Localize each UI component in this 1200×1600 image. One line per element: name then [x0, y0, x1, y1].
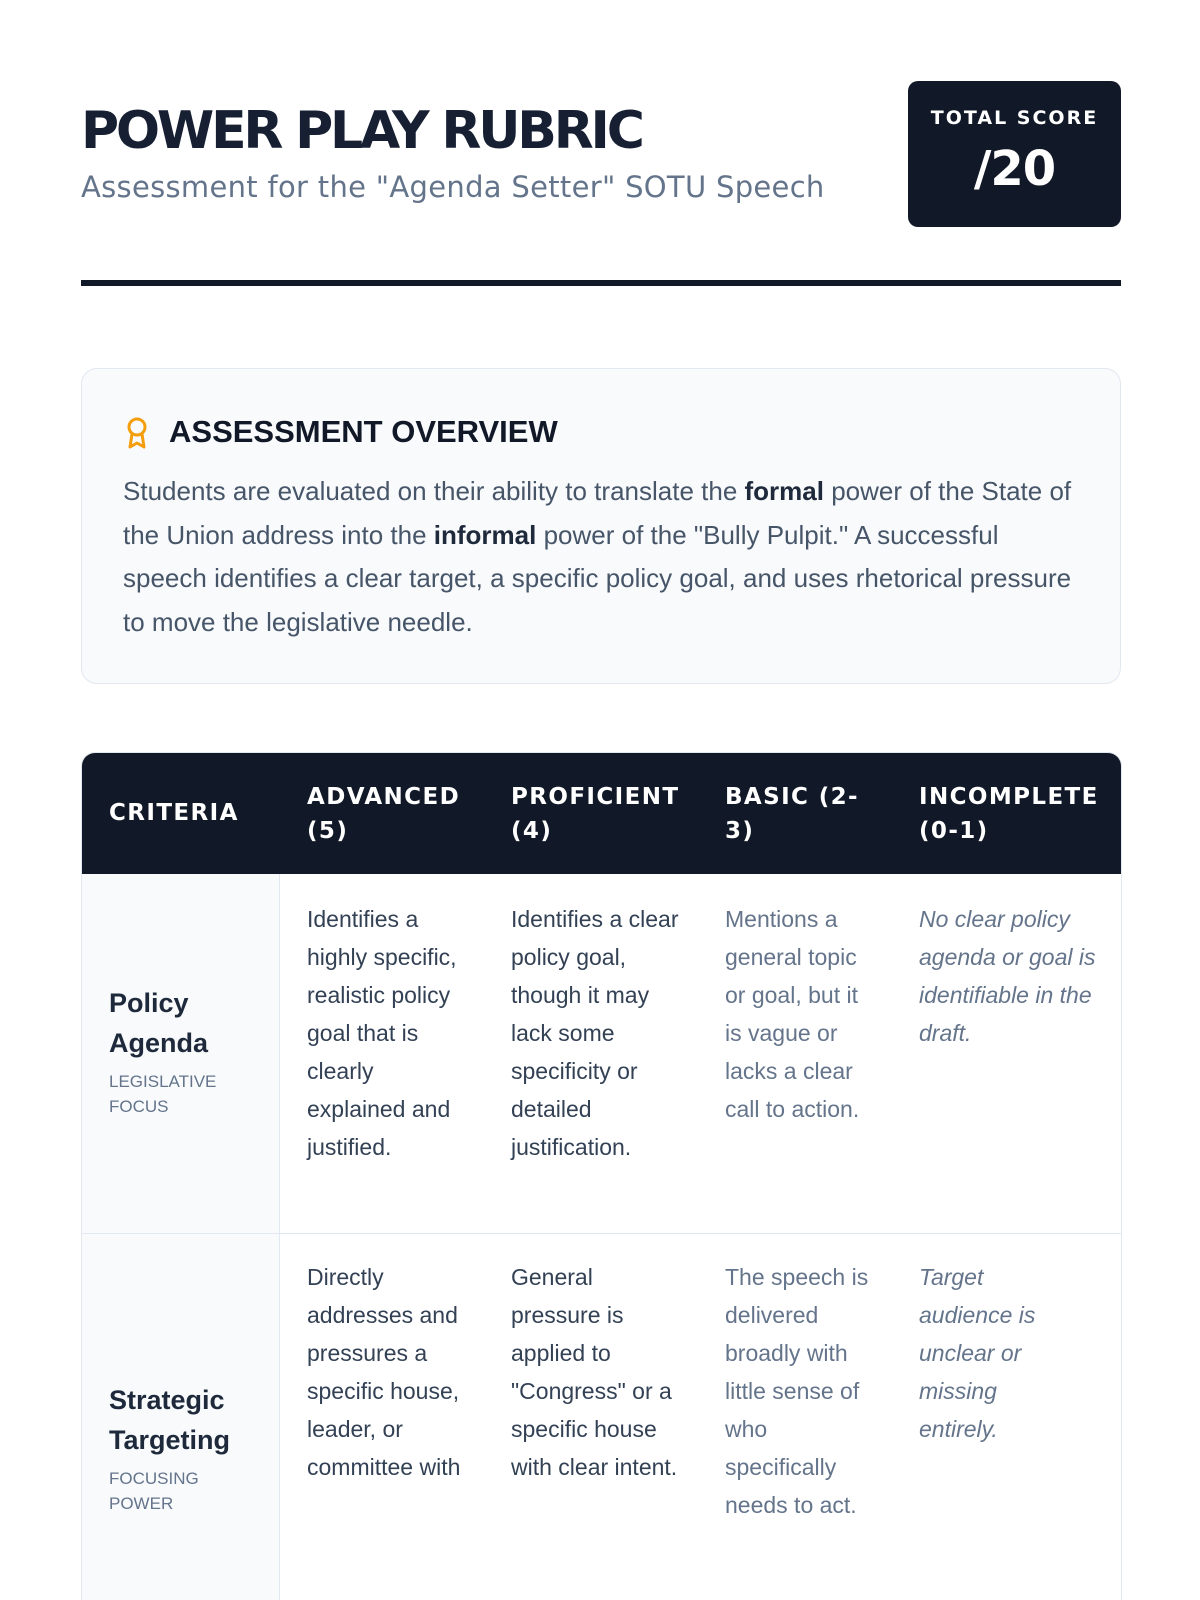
- page-title: POWER PLAY RUBRIC: [81, 101, 642, 161]
- overview-text-part: power of the State of the Union address into the: [123, 476, 1072, 550]
- criterion-subtitle: FOCUSING POWER: [109, 1469, 199, 1513]
- header-divider: [81, 280, 1121, 286]
- total-score-box: [908, 81, 1121, 227]
- cell-incomplete: No clear policy agenda or goal is identifiable in the draft.: [919, 906, 1096, 1046]
- award-ribbon-icon: [125, 416, 149, 450]
- col-header-advanced: ADVANCED (5): [307, 784, 461, 844]
- overview-text: [123, 470, 1083, 644]
- col-header-incomplete: INCOMPLETE (0-1): [919, 784, 1099, 844]
- cell-basic: The speech is delivered broadly with little sense of who specifically needs to act.: [725, 1264, 869, 1518]
- cell-incomplete: Target audience is unclear or missing entirely.: [919, 1264, 1036, 1442]
- overview-text-part: Students are evaluated on their ability to translate the: [123, 476, 745, 506]
- cell-basic: Mentions a general topic or goal, but it is vague or lacks a clear call to action.: [725, 906, 860, 1122]
- total-score-value: /20: [973, 141, 1056, 197]
- overview-emphasis-informal: informal: [433, 519, 537, 550]
- col-header-criteria: CRITERIA: [109, 800, 239, 826]
- overview-text-part: power of the "Bully Pulpit." A successful speech identifies a clear target, a specific policy goal, and uses rhetorical pressure to move the legislative needle.: [123, 519, 1072, 637]
- row-divider: [82, 1233, 1121, 1234]
- rubric-table: [81, 752, 1122, 1600]
- criterion-name: Strategic Targeting: [109, 1385, 230, 1455]
- page-header: [81, 81, 1121, 227]
- col-header-basic: BASIC (2-3): [725, 784, 860, 844]
- criterion-subtitle: LEGISLATIVE FOCUS: [109, 1072, 217, 1116]
- total-score-label: TOTAL SCORE: [930, 107, 1099, 129]
- criterion-name: Policy Agenda: [109, 988, 209, 1058]
- col-header-proficient: PROFICIENT (4): [511, 784, 680, 844]
- overview-heading: ASSESSMENT OVERVIEW: [169, 414, 558, 449]
- page-subtitle: Assessment for the "Agenda Setter" SOTU Speech: [81, 170, 825, 204]
- cell-advanced: Identifies a highly specific, realistic policy goal that is clearly explained and justified.: [307, 906, 457, 1160]
- cell-advanced: Directly addresses and pressures a specific house, leader, or committee with: [307, 1264, 461, 1480]
- rubric-header-row: [82, 753, 1121, 874]
- cell-proficient: Identifies a clear policy goal, though it may lack some specificity or detailed justification.: [511, 906, 679, 1160]
- cell-proficient: General pressure is applied to "Congress" or a specific house with clear intent.: [511, 1264, 678, 1480]
- assessment-overview-card: [81, 368, 1121, 684]
- overview-emphasis-formal: formal: [744, 476, 824, 506]
